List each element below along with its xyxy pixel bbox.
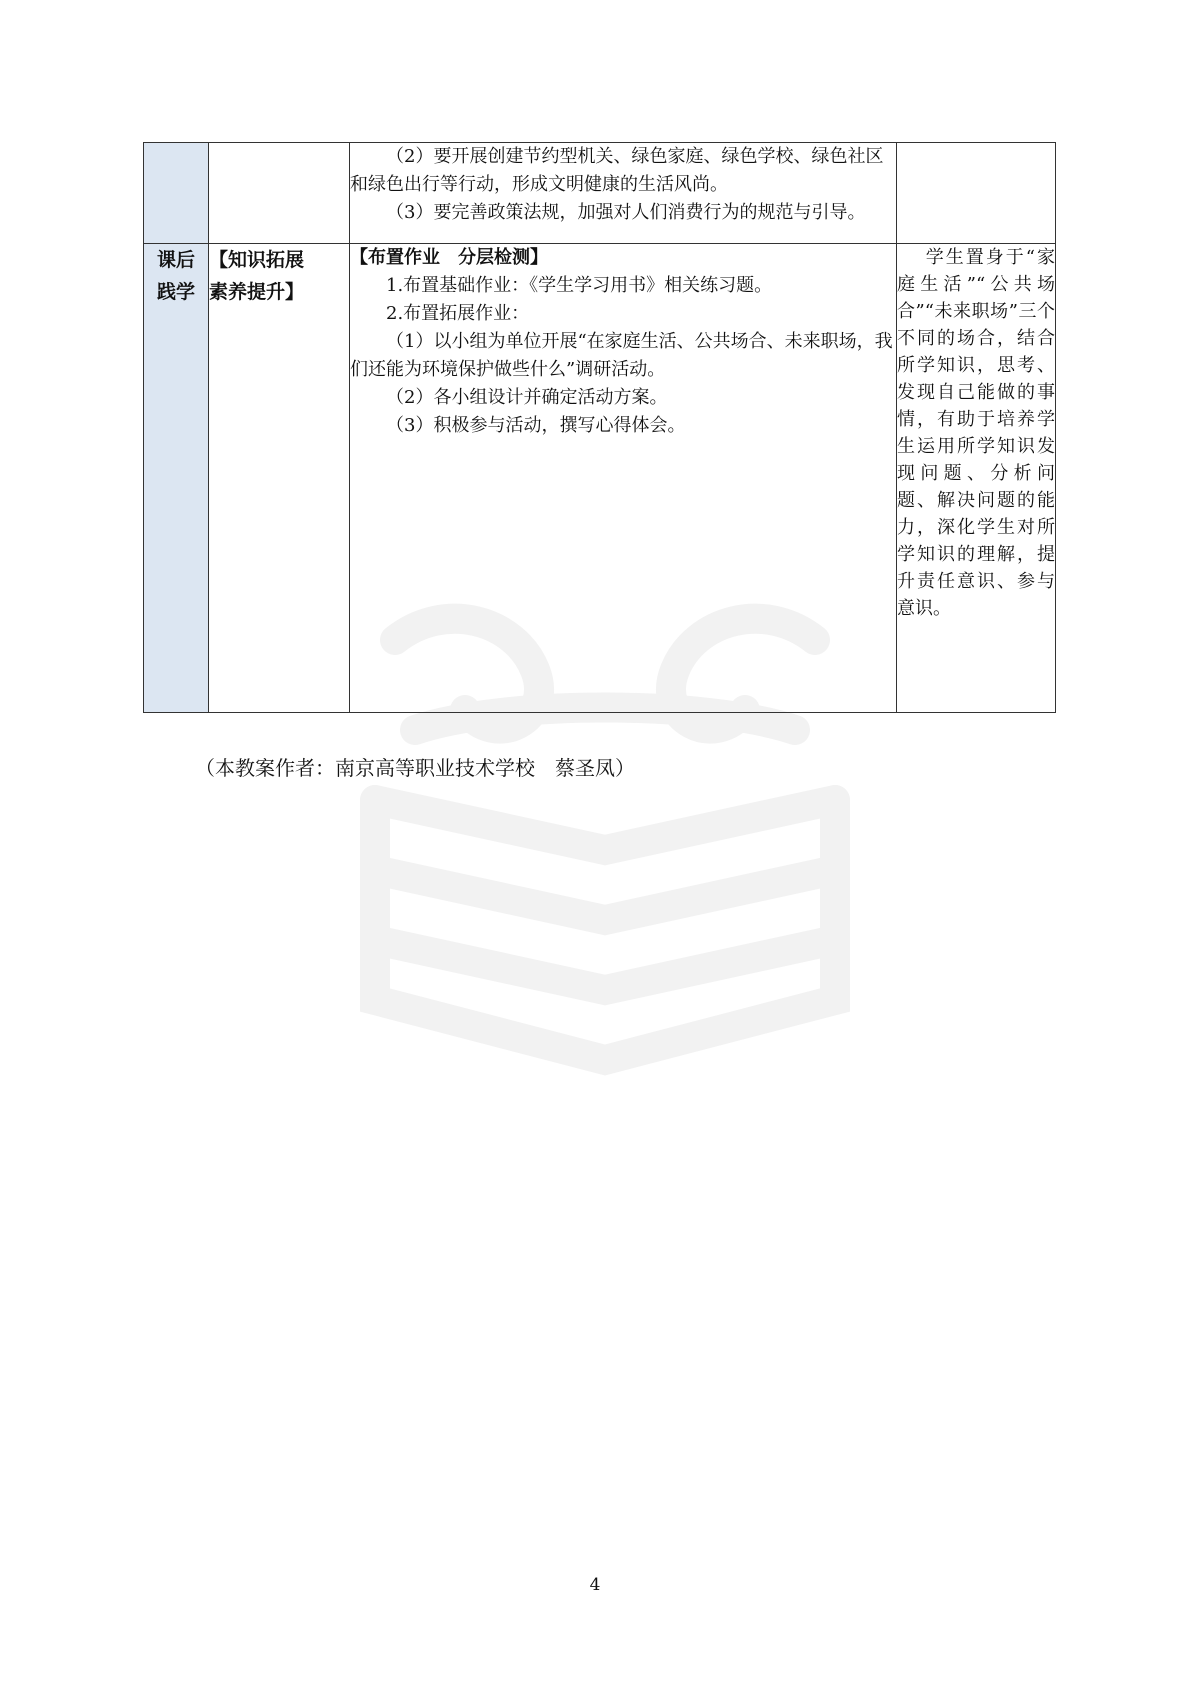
design-note: 学生置身于“家庭生活”“公共场合”“未来职场”三个不同的场合，结合所学知识，思考、发现自己能做的事情，有助于培养学生运用所学知识发现问题、分析问题、解决问题的能力，深化学生对所学知识的理解，提升责任意识、参与意识。: [897, 247, 1055, 619]
table-row: [144, 143, 1056, 244]
page-number: 4: [589, 1575, 601, 1595]
stage-label: 践学: [156, 281, 195, 303]
section-label: 素养提升】: [209, 281, 305, 303]
stage-cell: [144, 244, 209, 713]
note-cell: [897, 143, 1056, 244]
task-item: （2）各小组设计并确定活动方案。: [386, 387, 668, 408]
section-label: 【知识拓展: [209, 249, 305, 271]
lesson-plan-table: [143, 142, 1056, 713]
content-cell: [350, 143, 897, 244]
stage-label: 课后: [156, 249, 195, 271]
content-paragraph: （2）要开展创建节约型机关、绿色家庭、绿色学校、绿色社区和绿色出行等行动，形成文明健康的生活风尚。: [350, 146, 884, 195]
task-item: 1.布置基础作业：《学生学习用书》相关练习题。: [386, 275, 773, 296]
stage-cell: [144, 143, 209, 244]
author-credit: （本教案作者：南京高等职业技术学校 蔡圣凤）: [195, 756, 635, 780]
table-row: [144, 244, 1056, 713]
task-item: （1）以小组为单位开展“在家庭生活、公共场合、未来职场，我们还能为环境保护做些什么”调研活动。: [350, 331, 893, 380]
section-cell: [209, 244, 350, 713]
task-item: （3）积极参与活动，撰写心得体会。: [386, 415, 686, 436]
task-item: 2.布置拓展作业：: [386, 303, 530, 324]
task-heading: 【布置作业 分层检测】: [350, 247, 548, 268]
section-cell: [209, 143, 350, 244]
note-cell: [897, 244, 1056, 713]
content-cell: [350, 244, 897, 713]
content-paragraph: （3）要完善政策法规，加强对人们消费行为的规范与引导。: [386, 202, 866, 223]
